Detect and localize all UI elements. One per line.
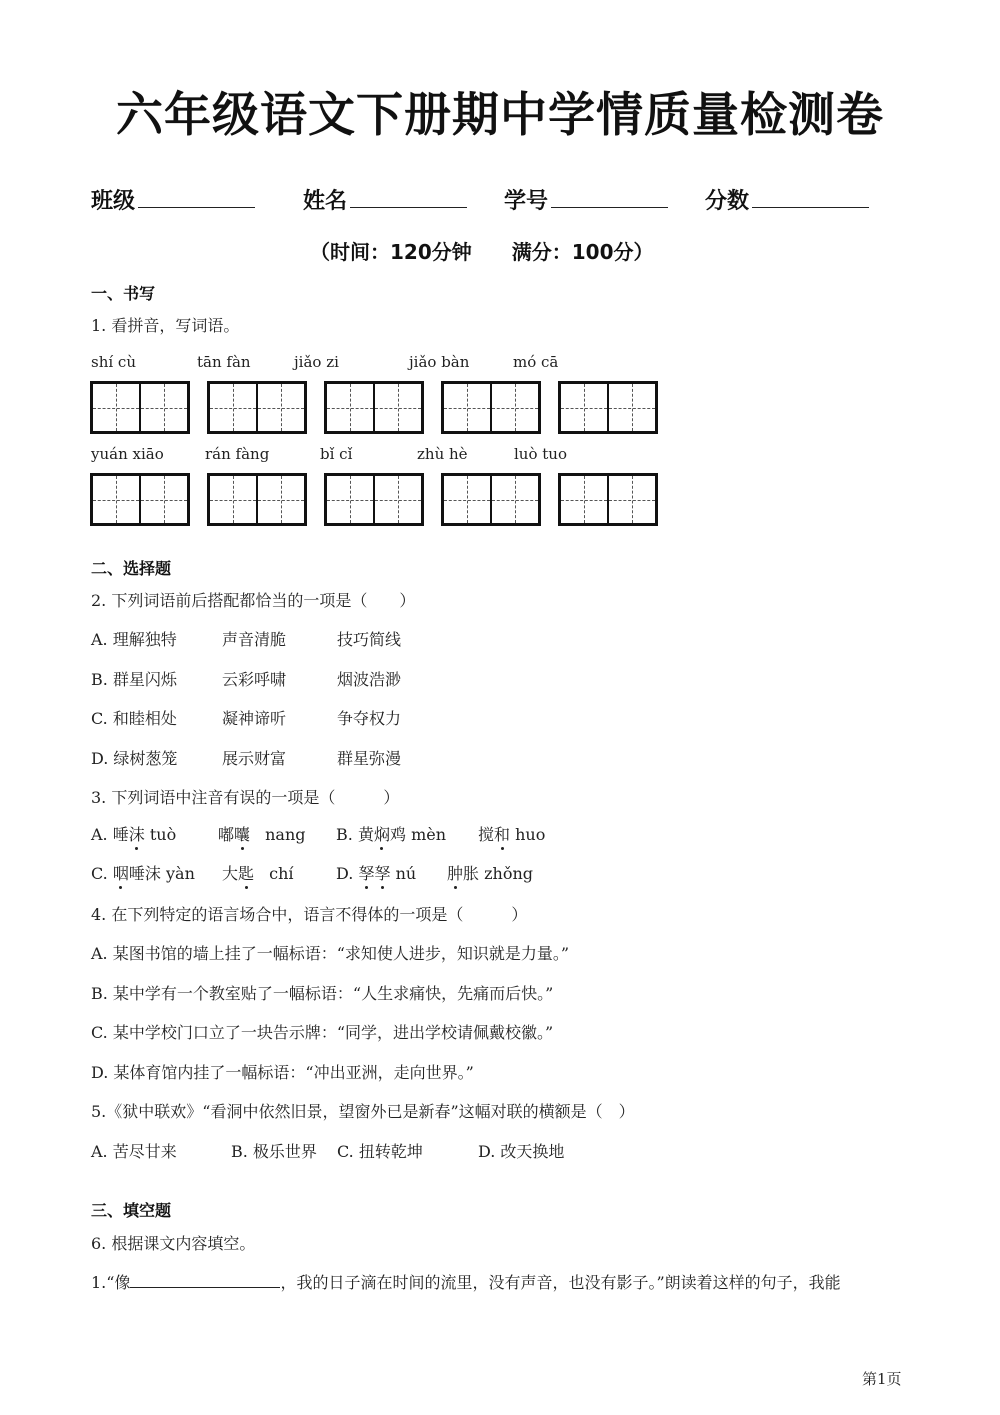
q3-b2-char-marked: 和 (494, 825, 511, 844)
question-3: 3. 下列词语中注音有误的一项是（ ） (91, 788, 400, 807)
q3-c-pinyin: yàn (165, 864, 195, 883)
q2-option-c-word: 争夺权力 (337, 709, 402, 728)
writing-grid[interactable] (558, 473, 658, 526)
section-choice: 二、选择题 (91, 559, 172, 578)
q5-option-a: A. 苦尽甘来 (91, 1142, 177, 1161)
student-id-label: 学号 (504, 189, 549, 214)
question-6: 6. 根据课文内容填空。 (91, 1234, 256, 1253)
q2-option-a-word: 技巧简线 (337, 630, 402, 649)
writing-grid[interactable] (324, 381, 424, 434)
q4-option-a: A. 某图书馆的墙上挂了一幅标语：“求知使人进步，知识就是力量。” (91, 944, 570, 963)
pinyin-7: rán fàng (205, 445, 270, 463)
q3-c2-char-marked: 匙 (238, 864, 255, 883)
q3-b-char-marked: 焖 (373, 825, 390, 844)
q3-c-char: 唾沫 (128, 864, 161, 883)
writing-grid[interactable] (207, 473, 307, 526)
writing-grid[interactable] (90, 381, 190, 434)
q3-a-pinyin: tuò (149, 825, 177, 844)
q4-option-b: B. 某中学有一个教室贴了一幅标语：“人生求痛快，先痛而后快。” (91, 984, 554, 1003)
pinyin-1: shí cù (91, 353, 136, 371)
q3-b-char: 黄 (357, 825, 374, 844)
q3-option-a (91, 822, 176, 845)
q3-a-label: A. (91, 825, 108, 844)
q4-option-d: D. 某体育馆内挂了一幅标语：“冲出亚洲，走向世界。” (91, 1063, 474, 1082)
q6-line-1-suffix: ，我的日子滴在时间的流里，没有声音，也没有影子。”朗读着这样的句子，我能 (280, 1273, 841, 1292)
q3-option-d (336, 861, 416, 884)
score-field[interactable] (752, 207, 869, 208)
q5-option-c: C. 扭转乾坤 (337, 1142, 423, 1161)
q3-a2-char: 嘟 (218, 825, 235, 844)
q3-option-d2 (447, 861, 533, 884)
q3-d-char-marked: 孥 (374, 864, 391, 883)
class-label: 班级 (91, 189, 136, 214)
question-1: 1. 看拼音，写词语。 (91, 316, 240, 335)
q3-c2-pinyin: chí (269, 864, 294, 883)
pinyin-5: mó cā (513, 353, 559, 371)
q3-c2-char: 大 (222, 864, 239, 883)
q3-d-label: D. (336, 864, 354, 883)
question-5: 5.《狱中联欢》“看洞中依然旧景，望窗外已是新春”这幅对联的横额是（ ） (91, 1102, 635, 1121)
pinyin-4: jiǎo bàn (409, 353, 470, 371)
q3-c-label: C. (91, 864, 108, 883)
q2-option-b: B. 群星闪烁 (91, 670, 177, 689)
q2-option-c-word: 凝神谛听 (222, 709, 287, 728)
q2-option-d: D. 绿树葱笼 (91, 749, 178, 768)
q3-b2-pinyin: huo (515, 825, 546, 844)
q6-line-1-prefix: 1.“像 (91, 1273, 131, 1292)
q4-option-c: C. 某中学校门口立了一块告示牌：“同学，进出学校请佩戴校徽。” (91, 1023, 554, 1042)
q2-option-c: C. 和睦相处 (91, 709, 177, 728)
student-id-field[interactable] (551, 207, 668, 208)
time-score-note: （时间：120分钟 满分：100分） (310, 240, 654, 264)
question-2: 2. 下列词语前后搭配都恰当的一项是（ ） (91, 591, 416, 610)
q2-option-a: A. 理解独特 (91, 630, 177, 649)
name-field[interactable] (350, 207, 467, 208)
question-4: 4. 在下列特定的语言场合中，语言不得体的一项是（ ） (91, 905, 528, 924)
pinyin-10: luò tuo (514, 445, 567, 463)
q3-d2-pinyin: zhǒng (484, 864, 534, 883)
q3-option-c (91, 861, 195, 884)
q2-option-b-word: 烟波浩渺 (337, 670, 402, 689)
q3-d-pinyin: nú (395, 864, 417, 883)
q3-a2-pinyin: nang (265, 825, 306, 844)
q3-option-b (336, 822, 446, 845)
page-number: 第1页 (862, 1370, 902, 1388)
q5-option-d: D. 改天换地 (478, 1142, 565, 1161)
q2-option-d-word: 展示财富 (222, 749, 287, 768)
q3-b-pinyin: mèn (411, 825, 447, 844)
q3-option-c2 (222, 861, 294, 884)
q2-option-b-word: 云彩呼啸 (222, 670, 287, 689)
q3-option-a2 (218, 822, 306, 845)
q3-option-b2 (478, 822, 545, 845)
section-fill-in: 三、填空题 (91, 1201, 172, 1220)
q3-a2-char-marked: 囔 (234, 825, 251, 844)
q3-b2-char: 搅 (478, 825, 495, 844)
q3-a-char: 唾 (112, 825, 129, 844)
q3-d2-char: 胀 (463, 864, 480, 883)
pinyin-8: bǐ cǐ (320, 445, 353, 463)
writing-grid[interactable] (441, 473, 541, 526)
class-field[interactable] (138, 207, 255, 208)
pinyin-3: jiǎo zi (294, 353, 339, 371)
page-title: 六年级语文下册期中学情质量检测卷 (116, 88, 884, 143)
section-writing: 一、书写 (91, 284, 156, 303)
writing-grid[interactable] (207, 381, 307, 434)
pinyin-9: zhù hè (417, 445, 468, 463)
writing-grid[interactable] (90, 473, 190, 526)
q5-option-b: B. 极乐世界 (231, 1142, 317, 1161)
q3-b-label: B. (336, 825, 353, 844)
score-label: 分数 (705, 189, 750, 214)
q2-option-a-word: 声音清脆 (222, 630, 287, 649)
fill-blank[interactable] (130, 1273, 280, 1288)
writing-grid[interactable] (441, 381, 541, 434)
q3-c-char-marked: 咽 (112, 864, 129, 883)
q3-d2-char-marked: 肿 (447, 864, 464, 883)
pinyin-6: yuán xiāo (91, 445, 164, 463)
q6-line-1 (91, 1270, 841, 1293)
name-label: 姓名 (303, 189, 348, 214)
q3-a-char-marked: 沫 (128, 825, 145, 844)
q2-option-d-word: 群星弥漫 (337, 749, 402, 768)
q3-b-char: 鸡 (389, 825, 406, 844)
q3-d-char-marked: 孥 (358, 864, 375, 883)
writing-grid[interactable] (324, 473, 424, 526)
pinyin-2: tān fàn (197, 353, 251, 371)
writing-grid[interactable] (558, 381, 658, 434)
